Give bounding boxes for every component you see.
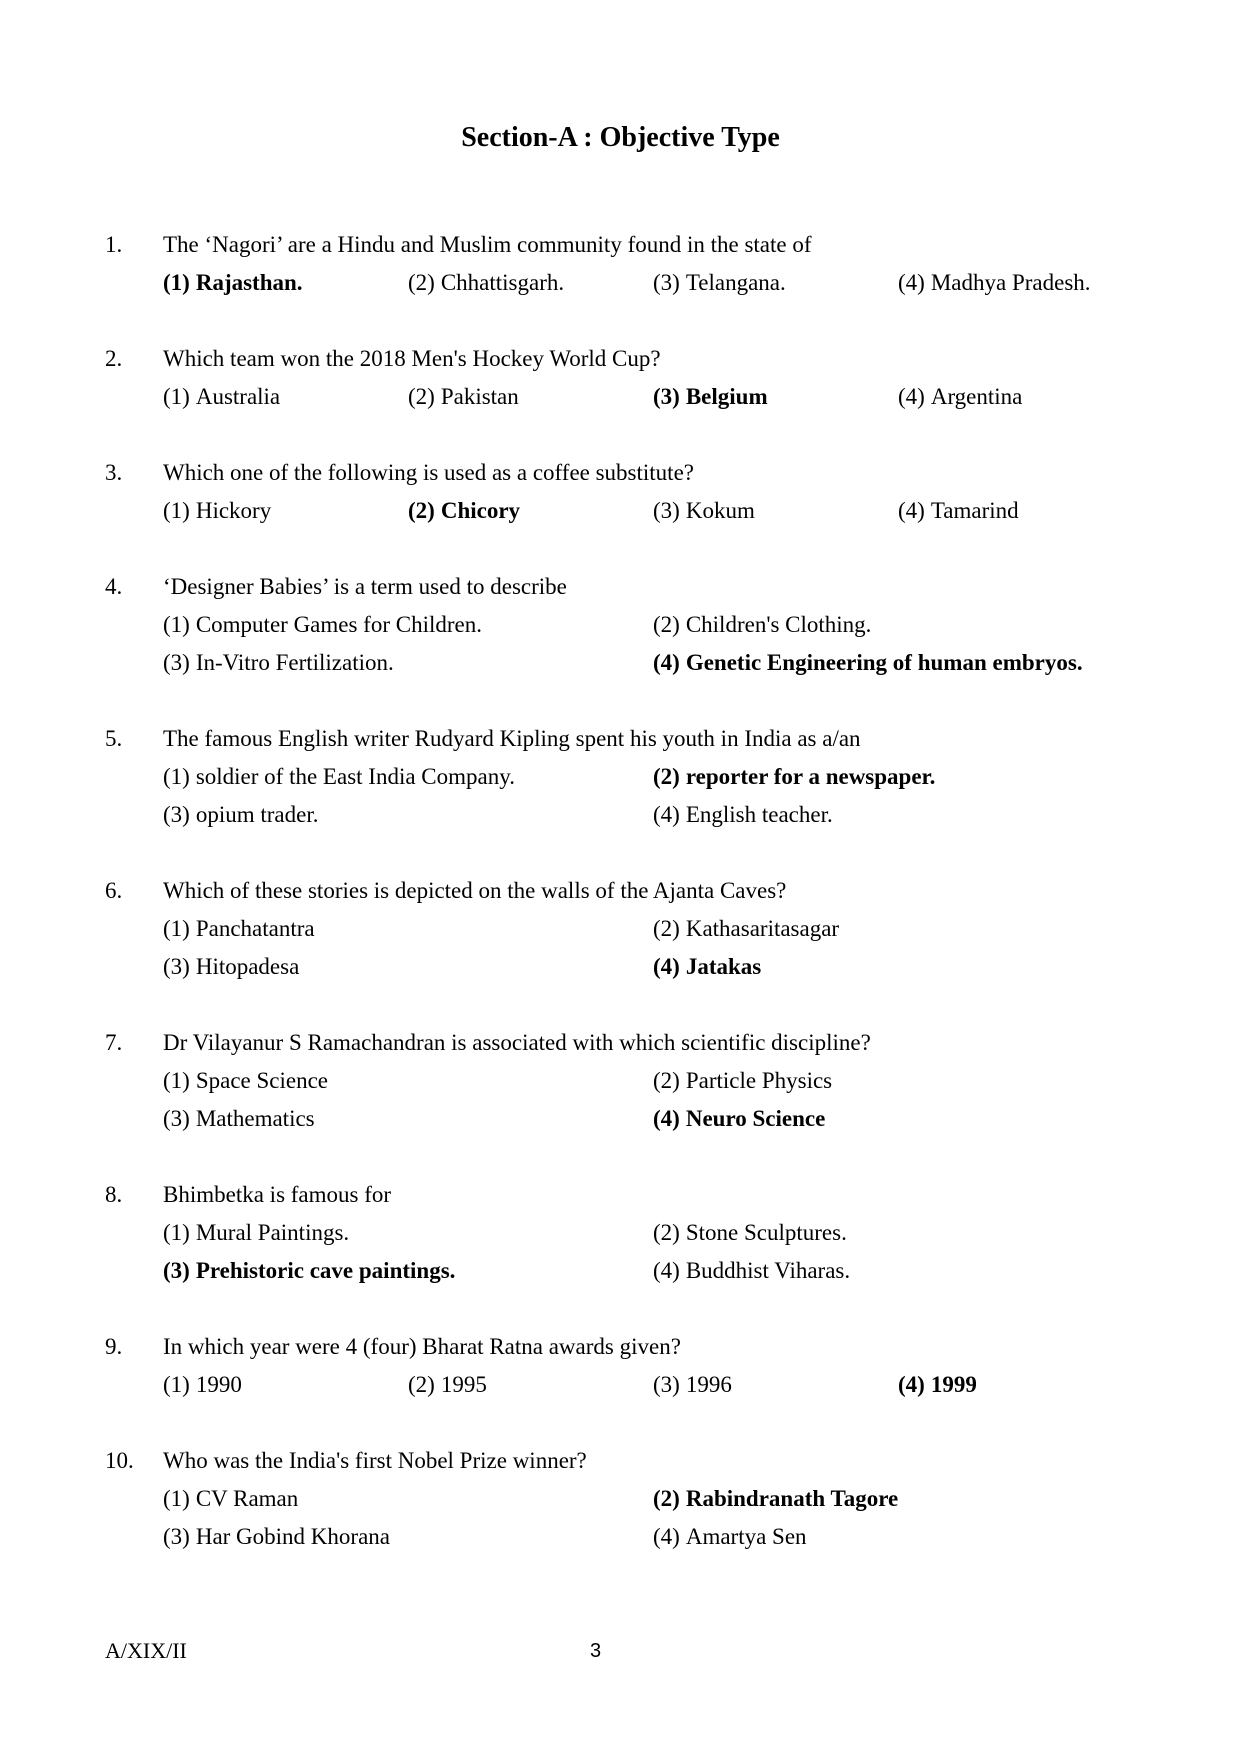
question-item [0, 340, 1241, 416]
answer-options [163, 1480, 1241, 1556]
option-text: Buddhist Viharas. [685, 1258, 851, 1283]
option-number: (4) [653, 650, 680, 675]
answer-option [653, 606, 871, 644]
option-text: Stone Sculptures. [685, 1220, 847, 1245]
question-text: Who was the India's first Nobel Prize winner? [163, 1448, 587, 1473]
answer-option [163, 796, 318, 834]
option-text: reporter for a newspaper. [685, 764, 936, 789]
answer-option [163, 758, 515, 796]
answer-option [653, 1480, 898, 1518]
question-text: Bhimbetka is famous for [163, 1182, 392, 1207]
option-number: (3) [653, 384, 680, 409]
option-number: (4) [898, 498, 925, 523]
answer-option [163, 1214, 349, 1252]
question-number: 9. [105, 1334, 123, 1359]
answer-option [898, 1366, 977, 1404]
option-text: Kathasaritasagar [685, 916, 840, 941]
option-number: (2) [408, 384, 435, 409]
answer-option [653, 1062, 832, 1100]
question-number: 3. [105, 460, 123, 485]
answer-option [163, 378, 280, 416]
option-row [163, 948, 1241, 986]
option-text: Space Science [195, 1068, 329, 1093]
option-row [163, 264, 1241, 302]
option-text: Australia [195, 384, 281, 409]
option-number: (3) [163, 1106, 190, 1131]
option-number: (4) [653, 1524, 680, 1549]
answer-option [653, 492, 755, 530]
option-text: Genetic Engineering of human embryos. [685, 650, 1083, 675]
section-title: Section-A : Objective Type [461, 122, 780, 153]
answer-options [163, 606, 1241, 682]
option-row [163, 758, 1241, 796]
option-number: (3) [163, 954, 190, 979]
option-row [163, 1252, 1241, 1290]
answer-option [163, 1518, 390, 1556]
option-text: Hitopadesa [195, 954, 300, 979]
option-number: (1) [163, 916, 190, 941]
option-number: (2) [653, 1220, 680, 1245]
answer-option [163, 1366, 242, 1404]
option-row [163, 1214, 1241, 1252]
option-number: (4) [898, 1372, 925, 1397]
footer-paper-code: A/XIX/II [105, 1638, 187, 1663]
answer-options [163, 1366, 1241, 1404]
option-number: (3) [653, 498, 680, 523]
option-row [163, 796, 1241, 834]
answer-option [653, 910, 839, 948]
option-number: (3) [163, 802, 190, 827]
footer-page-number: 3 [590, 1640, 602, 1662]
option-number: (4) [653, 802, 680, 827]
option-text: Chhattisgarh. [440, 270, 565, 295]
option-number: (3) [163, 650, 190, 675]
option-text: In-Vitro Fertilization. [195, 650, 394, 675]
option-text: Jatakas [685, 954, 762, 979]
question-text: In which year were 4 (four) Bharat Ratna awards given? [163, 1334, 681, 1359]
option-text: Telangana. [685, 270, 786, 295]
option-number: (2) [408, 270, 435, 295]
option-number: (1) [163, 1372, 190, 1397]
option-number: (2) [653, 764, 680, 789]
option-number: (4) [653, 1258, 680, 1283]
option-text: Chicory [440, 498, 521, 523]
answer-option [898, 378, 1022, 416]
option-number: (2) [653, 916, 680, 941]
question-item [0, 1024, 1241, 1138]
answer-option [653, 796, 833, 834]
option-number: (4) [898, 270, 925, 295]
answer-option [163, 1062, 328, 1100]
option-number: (1) [163, 612, 190, 637]
option-number: (4) [653, 1106, 680, 1131]
question-item [0, 226, 1241, 302]
question-text: ‘Designer Babies’ is a term used to describe [163, 574, 567, 599]
option-number: (1) [163, 384, 190, 409]
answer-options [163, 910, 1241, 986]
answer-option [653, 264, 786, 302]
question-text: Which one of the following is used as a coffee substitute? [163, 460, 694, 485]
option-number: (1) [163, 1486, 190, 1511]
question-text: The famous English writer Rudyard Kipling spent his youth in India as a/an [163, 726, 861, 751]
answer-option [163, 1480, 298, 1518]
answer-option [408, 264, 564, 302]
option-text: Computer Games for Children. [195, 612, 482, 637]
answer-option [653, 1214, 847, 1252]
answer-option [653, 1252, 850, 1290]
option-text: Madhya Pradesh. [930, 270, 1091, 295]
answer-option [653, 1366, 732, 1404]
question-number: 8. [105, 1182, 123, 1207]
answer-option [163, 492, 271, 530]
question-item [0, 568, 1241, 682]
option-row [163, 1366, 1241, 1404]
option-text: Tamarind [930, 498, 1019, 523]
answer-option [163, 948, 299, 986]
answer-options [163, 492, 1241, 530]
option-row [163, 1480, 1241, 1518]
option-text: 1999 [930, 1372, 977, 1397]
option-row [163, 606, 1241, 644]
question-item [0, 454, 1241, 530]
question-item [0, 872, 1241, 986]
option-number: (2) [408, 498, 435, 523]
answer-option [408, 1366, 487, 1404]
option-text: Har Gobind Khorana [195, 1524, 390, 1549]
question-text: Which team won the 2018 Men's Hockey World Cup? [163, 346, 661, 371]
answer-option [653, 378, 768, 416]
option-text: CV Raman [195, 1486, 299, 1511]
option-number: (2) [653, 1068, 680, 1093]
option-number: (2) [653, 612, 680, 637]
question-list [0, 226, 1241, 1594]
option-number: (2) [653, 1486, 680, 1511]
option-text: Pakistan [440, 384, 519, 409]
answer-option [163, 644, 394, 682]
answer-options [163, 264, 1241, 302]
answer-option [408, 378, 519, 416]
option-text: 1995 [440, 1372, 487, 1397]
option-text: Kokum [685, 498, 755, 523]
option-text: Belgium [685, 384, 768, 409]
option-text: Neuro Science [685, 1106, 826, 1131]
answer-options [163, 758, 1241, 834]
question-text: Which of these stories is depicted on the walls of the Ajanta Caves? [163, 878, 787, 903]
option-number: (4) [898, 384, 925, 409]
question-number: 4. [105, 574, 123, 599]
option-row [163, 1100, 1241, 1138]
option-row [163, 1518, 1241, 1556]
question-item [0, 1176, 1241, 1290]
option-text: Mathematics [195, 1106, 315, 1131]
answer-option [163, 264, 303, 302]
question-number: 5. [105, 726, 123, 751]
option-number: (3) [163, 1258, 190, 1283]
option-text: 1990 [195, 1372, 242, 1397]
option-number: (1) [163, 498, 190, 523]
option-text: Rajasthan. [195, 270, 303, 295]
option-row [163, 1062, 1241, 1100]
question-number: 2. [105, 346, 123, 371]
option-text: Mural Paintings. [195, 1220, 350, 1245]
option-text: Amartya Sen [685, 1524, 807, 1549]
option-text: 1996 [685, 1372, 732, 1397]
option-number: (3) [653, 1372, 680, 1397]
question-number: 10. [105, 1448, 134, 1473]
answer-option [163, 606, 482, 644]
option-row [163, 644, 1241, 682]
answer-option [898, 492, 1019, 530]
option-text: Panchatantra [195, 916, 315, 941]
answer-option [653, 1100, 825, 1138]
option-number: (3) [653, 270, 680, 295]
answer-options [163, 378, 1241, 416]
answer-option [653, 758, 935, 796]
option-text: Prehistoric cave paintings. [195, 1258, 456, 1283]
answer-option [163, 1100, 315, 1138]
option-text: soldier of the East India Company. [195, 764, 515, 789]
option-text: Particle Physics [685, 1068, 833, 1093]
answer-options [163, 1062, 1241, 1138]
answer-option [163, 1252, 455, 1290]
option-number: (1) [163, 1220, 190, 1245]
option-number: (4) [653, 954, 680, 979]
answer-option [163, 910, 315, 948]
question-text: Dr Vilayanur S Ramachandran is associated with which scientific discipline? [163, 1030, 871, 1055]
option-text: English teacher. [685, 802, 833, 827]
option-number: (2) [408, 1372, 435, 1397]
option-row [163, 492, 1241, 530]
option-text: Children's Clothing. [685, 612, 872, 637]
option-number: (3) [163, 1524, 190, 1549]
answer-option [408, 492, 520, 530]
option-text: Hickory [195, 498, 272, 523]
answer-option [653, 948, 761, 986]
question-number: 1. [105, 232, 123, 257]
option-number: (1) [163, 1068, 190, 1093]
question-item [0, 1442, 1241, 1556]
question-number: 6. [105, 878, 123, 903]
option-number: (1) [163, 764, 190, 789]
option-number: (1) [163, 270, 190, 295]
question-text: The ‘Nagori’ are a Hindu and Muslim community found in the state of [163, 232, 812, 257]
answer-options [163, 1214, 1241, 1290]
option-text: opium trader. [195, 802, 319, 827]
question-item [0, 720, 1241, 834]
option-text: Argentina [930, 384, 1023, 409]
question-number: 7. [105, 1030, 123, 1055]
option-row [163, 378, 1241, 416]
answer-option [653, 644, 1083, 682]
option-row [163, 910, 1241, 948]
question-item [0, 1328, 1241, 1404]
answer-option [653, 1518, 807, 1556]
option-text: Rabindranath Tagore [685, 1486, 899, 1511]
answer-option [898, 264, 1091, 302]
